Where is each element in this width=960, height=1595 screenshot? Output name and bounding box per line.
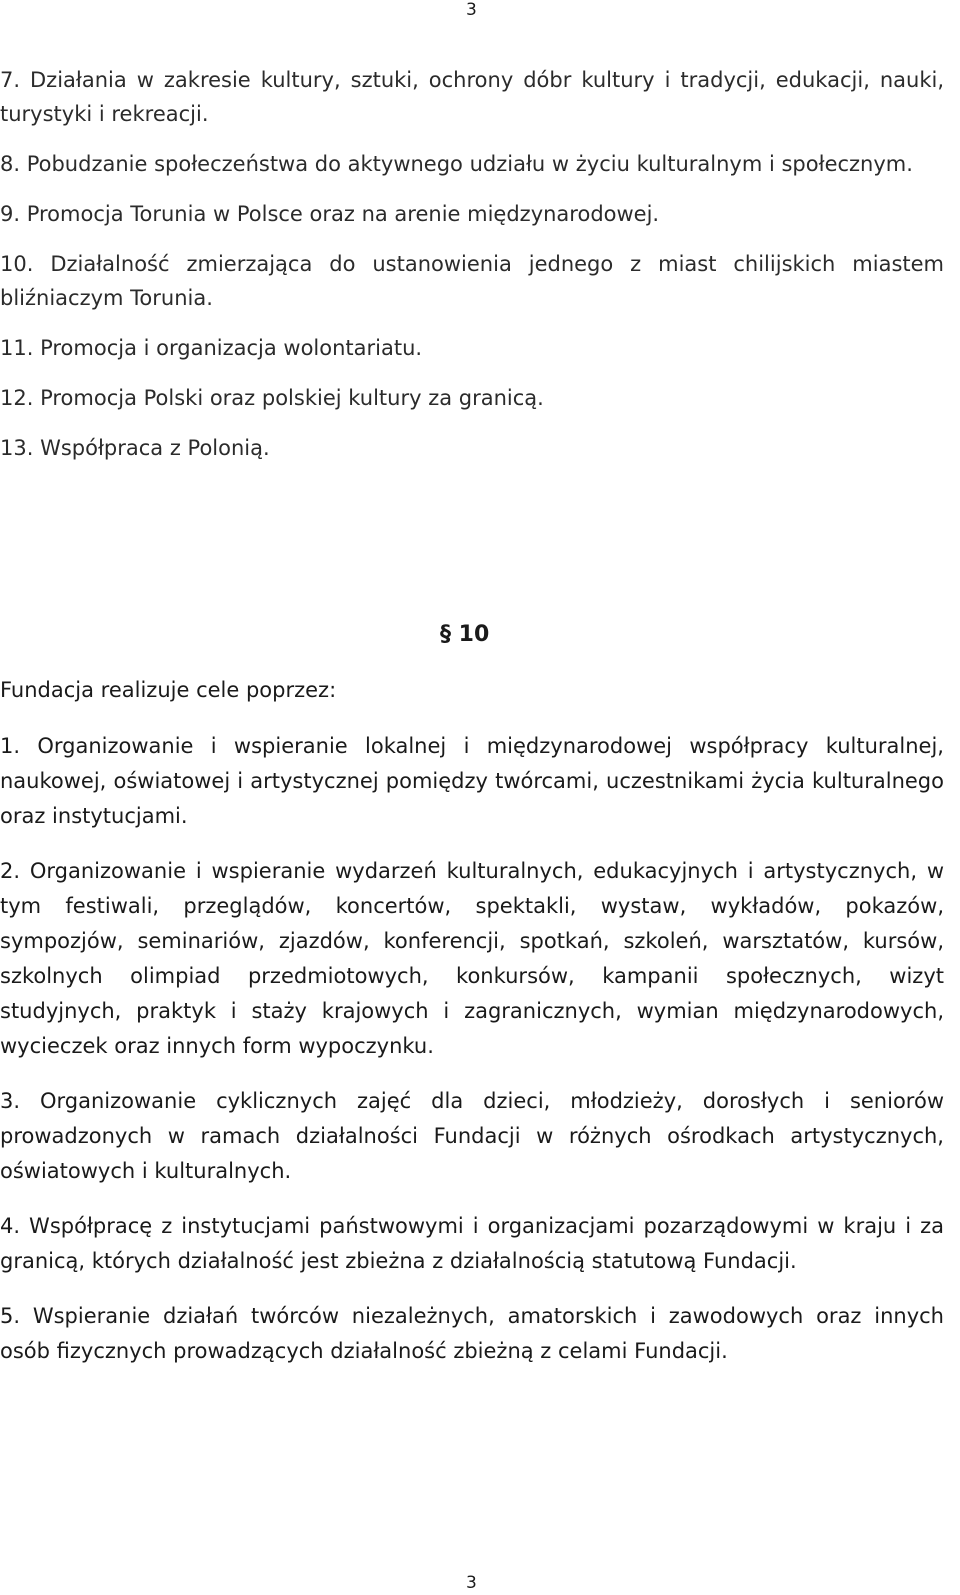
goals-list <box>0 63 944 481</box>
list-item: 10. Działalność zmierzająca do ustanowienia jednego z miast chilijskich miastem bliźniaczym Torunia. <box>0 252 944 310</box>
list-item: 9. Promocja Torunia w Polsce oraz na arenie międzynarodowej. <box>0 202 660 226</box>
means-list <box>0 729 944 1389</box>
list-item: 3. Organizowanie cyklicznych zajęć dla dzieci, młodzieży, dorosłych i seniorów prowadzonych w ramach działalności Fundacji w różnych ośrodkach artystycznych, oświatowych i kulturalnych. <box>0 1089 944 1183</box>
list-item: 7. Działania w zakresie kultury, sztuki, ochrony dóbr kultury i tradycji, edukacji, nauki, turystyki i rekreacji. <box>0 68 944 126</box>
page-number-top: 3 <box>466 0 477 20</box>
list-item: 4. Współpracę z instytucjami państwowymi i organizacjami pozarządowymi w kraju i za granicą, których działalność jest zbieżna z działalnością statutową Fundacji. <box>0 1214 944 1273</box>
page-number-bottom: 3 <box>466 1573 477 1593</box>
section-heading: § 10 <box>440 622 490 647</box>
list-item: 5. Wspieranie działań twórców niezależnych, amatorskich i zawodowych oraz innych osób fizycznych prowadzących działalność zbieżną z celami Fundacji. <box>0 1304 944 1363</box>
list-item: 13. Współpraca z Polonią. <box>0 436 270 460</box>
list-item: 1. Organizowanie i wspieranie lokalnej i międzynarodowej współpracy kulturalnej, naukowej, oświatowej i artystycznej pomiędzy twórcami, uczestnikami życia kulturalnego oraz instytucjami. <box>0 734 944 828</box>
list-item: 2. Organizowanie i wspieranie wydarzeń kulturalnych, edukacyjnych i artystycznych, w tym festiwali, przeglądów, koncertów, spektakli, wystaw, wykładów, pokazów, sympozjów, seminariów, zjazdów, konferencji, spotkań, szkoleń, warsztatów, kursów, szkolnych olimpiad przedmiotowych, konkursów, kampanii społecznych, wizyt studyjnych, praktyk i staży krajowych i zagranicznych, wymian międzynarodowych, wycieczek oraz innych form wypoczynku. <box>0 859 944 1058</box>
list-item: 12. Promocja Polski oraz polskiej kultury za granicą. <box>0 386 544 410</box>
list-item: 8. Pobudzanie społeczeństwa do aktywnego udziału w życiu kulturalnym i społecznym. <box>0 152 913 176</box>
section-intro: Fundacja realizuje cele poprzez: <box>0 678 337 702</box>
list-item: 11. Promocja i organizacja wolontariatu. <box>0 336 423 360</box>
